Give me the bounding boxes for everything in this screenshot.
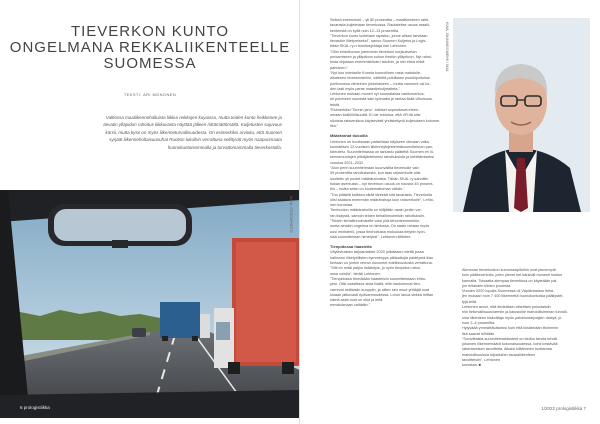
- body-line: ossa vointia", tietää Lehtonen.: [330, 271, 381, 276]
- body-paragraph: [330, 250, 442, 308]
- article-title: [0, 24, 300, 72]
- body-line: Vuoden 2020 lopulla Suomessa oli Väyläviraston tietoi-: [462, 289, 555, 294]
- body-line: tiukan asentusta – nyt tieverkon osuus on noustut 45 prosent-: [330, 181, 434, 186]
- body-line: rakentamisen tavoitteita. Alkaisi kiiltäminen tuottamaa: [462, 347, 552, 352]
- body-line: omaan lisäkilöllisuuttä. Ei ole toidotua, että VR:llä olisi: [330, 113, 421, 118]
- body-line: kertaan on jonkin verran uuvuneet edellisvuotosta verrattuna.: [330, 261, 433, 266]
- body-line: hallinnon liiketyöllisten kymmenyys piittauttujia paidrlymä liian: [330, 255, 434, 260]
- body-line: kunnallisen 12-vuotisen liikennejärjestelmäsuunnitelman pan-: [330, 144, 434, 149]
- body-line: vuosina 2021–2032.: [330, 160, 365, 165]
- photo-credit-left: KUVA: ISTOCKPHOTO: [289, 196, 293, 233]
- body-line: tavoitteisiin", Lehtonen: [462, 358, 501, 363]
- body-line: Väylävirasten tarjoamaliste 2020 julkisitaan mieltä jossa: [330, 250, 424, 255]
- body-line: jon erilaisten töiden puolesta.: [462, 283, 512, 288]
- body-line: aikaiseen investointeihin, väitteitä poluittaan poukkipoitukse: [330, 76, 431, 81]
- lead-line: tievatin ylläpidon rahoitus liikkuvasta näyttää jälleen riittämättömältä. Kuljetusten sujuvuus: [103, 122, 282, 128]
- body-line: "Suvivittaisia suunnitelmatilanteet on tiedon tarvita tehdä: [462, 336, 557, 341]
- body-line: tusta ohjataan enemmistöiden taloihin, ja niin ehkä ehkä: [330, 60, 425, 65]
- lead-line: huonokuntoisemmalla ja turvattomammalla tieverkostolla.: [167, 144, 282, 150]
- body-line: osoitettu yli puolet määrärahoista. Tähän SKAL ry sanoitiin: [330, 176, 429, 181]
- body-line: "Nyt kun mimiselle Kunnia kunnollinen rasia mahdolle-: [330, 70, 422, 75]
- body-line: sina liikenteen kiskoittaja myös palveluntarjoajien riskiyä, jo: [462, 315, 562, 320]
- photo-credit-right: KUVA: JOHANNES WIEHN / SKAL: [445, 22, 449, 72]
- body-line: olisi saatava enemmän määrärahoja kuin rataverkolle", Lehto-: [330, 197, 435, 202]
- body-line: Lehtonen mukaan moneil nyt suomalaista varkkoverkos-: [330, 92, 425, 97]
- body-line: kenteestä on kyllä noin 12–13 prosenttia.: [330, 28, 400, 33]
- body-line: yesi. Olisi osasittava sista lisätä, että hautoimmat tien-: [330, 282, 421, 287]
- body-line: mutta ainakin ongelma on tiedossa. On saatu rahaan myös: [330, 224, 430, 229]
- body-line: nämä asiat ovat on ollut ja mitä: [330, 298, 383, 303]
- lead-paragraph: [20, 114, 282, 151]
- body-line: jen mukaan noin 7 400 liikennettä huonokuntoisia päällystet-: [462, 294, 564, 299]
- body-line: "Tuo pitäällä kaikkea sikäli tärkeää sitä tavarasta. Tieverkolla: [330, 192, 432, 197]
- body-line: "Alun perin suunnitelmaan kuunvallita tieverkolle vain: [330, 166, 420, 171]
- body-line: jokainen liikennemäärä kokonaisuudessa, kohti kestävää: [462, 342, 558, 347]
- body-line: nen korostaa.: [330, 203, 354, 208]
- lead-line: syrjäät liikenneholtaisuusuhat Ruotsin lukuihin verrattuna selittyvät myös naapurimaata: [109, 137, 282, 143]
- body-line: "Olisi ehdottoman paremmin tieverkon korjausvelan: [330, 49, 417, 54]
- body-line: korostaa. ■: [462, 363, 481, 368]
- body-line: Lehtonen on huolissaan paitsiillaan käyiseen olevaan valta-: [330, 139, 430, 144]
- byline: TEKSTI: ARI MONONEN: [123, 92, 177, 97]
- body-line: ulkoista rataverkkoa käyisevästi yhdistettynä kuljetuksen kolonne-: [330, 118, 441, 123]
- body-line: ran lisäystä, samoin teiden tiehallinnoimisiin rahoituksiin.: [330, 213, 425, 218]
- body-line: uusi ministeriö, jossa tieohoitusta mukuutaa tielyhin työn-: [330, 229, 426, 234]
- body-line: Selkeä enemmistö – yli 80 prosenttia – maaliikenteen rahti-: [330, 18, 430, 22]
- body-line: "Esimerkiksi 'Tonnin jano' -tutkiset sopeuttavat eteen-: [330, 108, 420, 113]
- body-line: pahuinen.": [330, 65, 349, 70]
- page-folio-right: 1/2022 prologistiikka 7: [541, 406, 586, 411]
- portrait-photo: [453, 18, 590, 212]
- body-paragraph: [462, 268, 578, 369]
- body-line: noin 2–4 prosenttia.: [462, 320, 496, 325]
- body-line: teistä.: [330, 102, 341, 107]
- body-line: "Tieverkon kunto luotetaan rapistuu, jonne alikan tarvitaan: [330, 33, 428, 38]
- right-page: [300, 0, 600, 424]
- body-line: tyjä teitä.: [462, 299, 478, 304]
- truck-road-photo: [0, 190, 300, 418]
- body-line: tavarasta kuljetetaan tieverkossa. Rautateitse osuus maalii-: [330, 23, 431, 28]
- body-line: kennemuotojen pitkäjänteiseksi rahoituksista ja kehittämiseksi: [330, 155, 435, 160]
- body-line: Hyiyväää ymmärtäväiseksi kuin että kiistämään tiiviimmin: [462, 326, 559, 331]
- body-line: sisä suunnitelman nimetyksi", Lehtonen kiittelee.: [330, 234, 412, 239]
- body-line: 39 prosenttia rahoituksesta, kun taas rataverkolle olisi: [330, 171, 421, 176]
- body-paragraph: [330, 140, 442, 241]
- page-folio-left: 6 prologistiikka: [20, 405, 50, 410]
- body-line: tiin – mutta sekin on kuulemattoman vähän.": [330, 187, 405, 192]
- body-line: niin tieturvallisuusvarmiin ja kalustoille mahdollisimman turvalli-: [462, 310, 568, 315]
- body-line: tievaston liitetymiseksi", sanoo Suomen Kuljetus ja Logis-: [330, 39, 427, 44]
- article-column-1: [330, 18, 442, 313]
- body-line: kiuaan jatkuvasti epävarmuudessa. Lorun lanua tarkka mittan: [330, 292, 434, 297]
- body-line: mahdollisuuksia kilpailuihin tavaraliikenteen: [462, 352, 536, 357]
- title-line: SUOMESSA: [103, 55, 197, 72]
- body-paragraph: [330, 18, 442, 129]
- body-line: porttonossa viimeinen jokeelaiseen – mutta vamonnt osi lui-: [330, 81, 431, 86]
- body-line: Alemman tieverkoston kunnossapitoihin ovat pienempiä: [462, 268, 556, 272]
- lead-line: Valtiossa maaliikennehalluista liikkui reikkojen kuyuissa, mutta teiden kunto heikkenee ja: [105, 115, 282, 120]
- body-line: toteutetu. Suunnitelmassa on tarkastu päätettä Suomen eri lii-: [330, 150, 434, 155]
- body-line: "Teiden tiehallinnoimiselle voisi yhä tehonteemminkin,: [330, 218, 421, 223]
- title-line: ONGELMANA REKKALIIKENTEELLE: [9, 39, 291, 56]
- body-line: Tienhuolon määrärahoilla on hillijättiin osain jonkin ver-: [330, 208, 423, 213]
- body-line: purkamiseen ja ylläpitoon suhun tiestön ylläpitoon. Nyt rahoi-: [330, 55, 433, 60]
- body-line: Lehtonen arvioi, että tiedetäisin aiheittain polustaisiin: [462, 305, 551, 310]
- lead-line: kärsii, mutta kyse on myös liikenneturvallisuudesta. On esimerkiksi arvioitu, että Suomen: [105, 129, 282, 135]
- subheading: Tienpidossa haasteita: [330, 244, 372, 250]
- body-line: sti polvineen suunista sain työmaita ja rantaa lisää Ulkoisuus.: [330, 97, 433, 102]
- article-column-2: [462, 268, 578, 373]
- body-line: "Tienpidossa törmätään haasteisiin suunnittelutaan ehtiu-: [330, 276, 427, 281]
- subheading: Määrärahat tiukoilla: [330, 133, 368, 139]
- body-line: varrevat osittaisiin kuoppiin, ja sitten sen muut yrittäjät ovat: [330, 287, 429, 292]
- body-line: den lasti myös paras maantiekuljetaiteta.": [330, 86, 400, 91]
- body-line: "Silti en mitäi paljon lisääntyis, jo nyrin tienpidon rahoi-: [330, 266, 422, 271]
- body-line: tiikka SKAL ry:n toimitusjohtaja Ilari Lehtonen.: [330, 44, 408, 49]
- body-line: ennakoimaan valtiatiin.": [330, 303, 370, 308]
- body-line: kannalta. Toisaalta alempaa tieverkkoa on käytetään pal-: [462, 278, 558, 283]
- body-line: kuin päätieverkolla, joten pienet tiet kärsivät monesti hoidon: [462, 273, 563, 278]
- body-line: lisä saavat hiihtään.: [462, 331, 496, 336]
- body-line: lisa.": [330, 123, 339, 128]
- title-line: TIEVERKON KUNTO: [70, 23, 230, 40]
